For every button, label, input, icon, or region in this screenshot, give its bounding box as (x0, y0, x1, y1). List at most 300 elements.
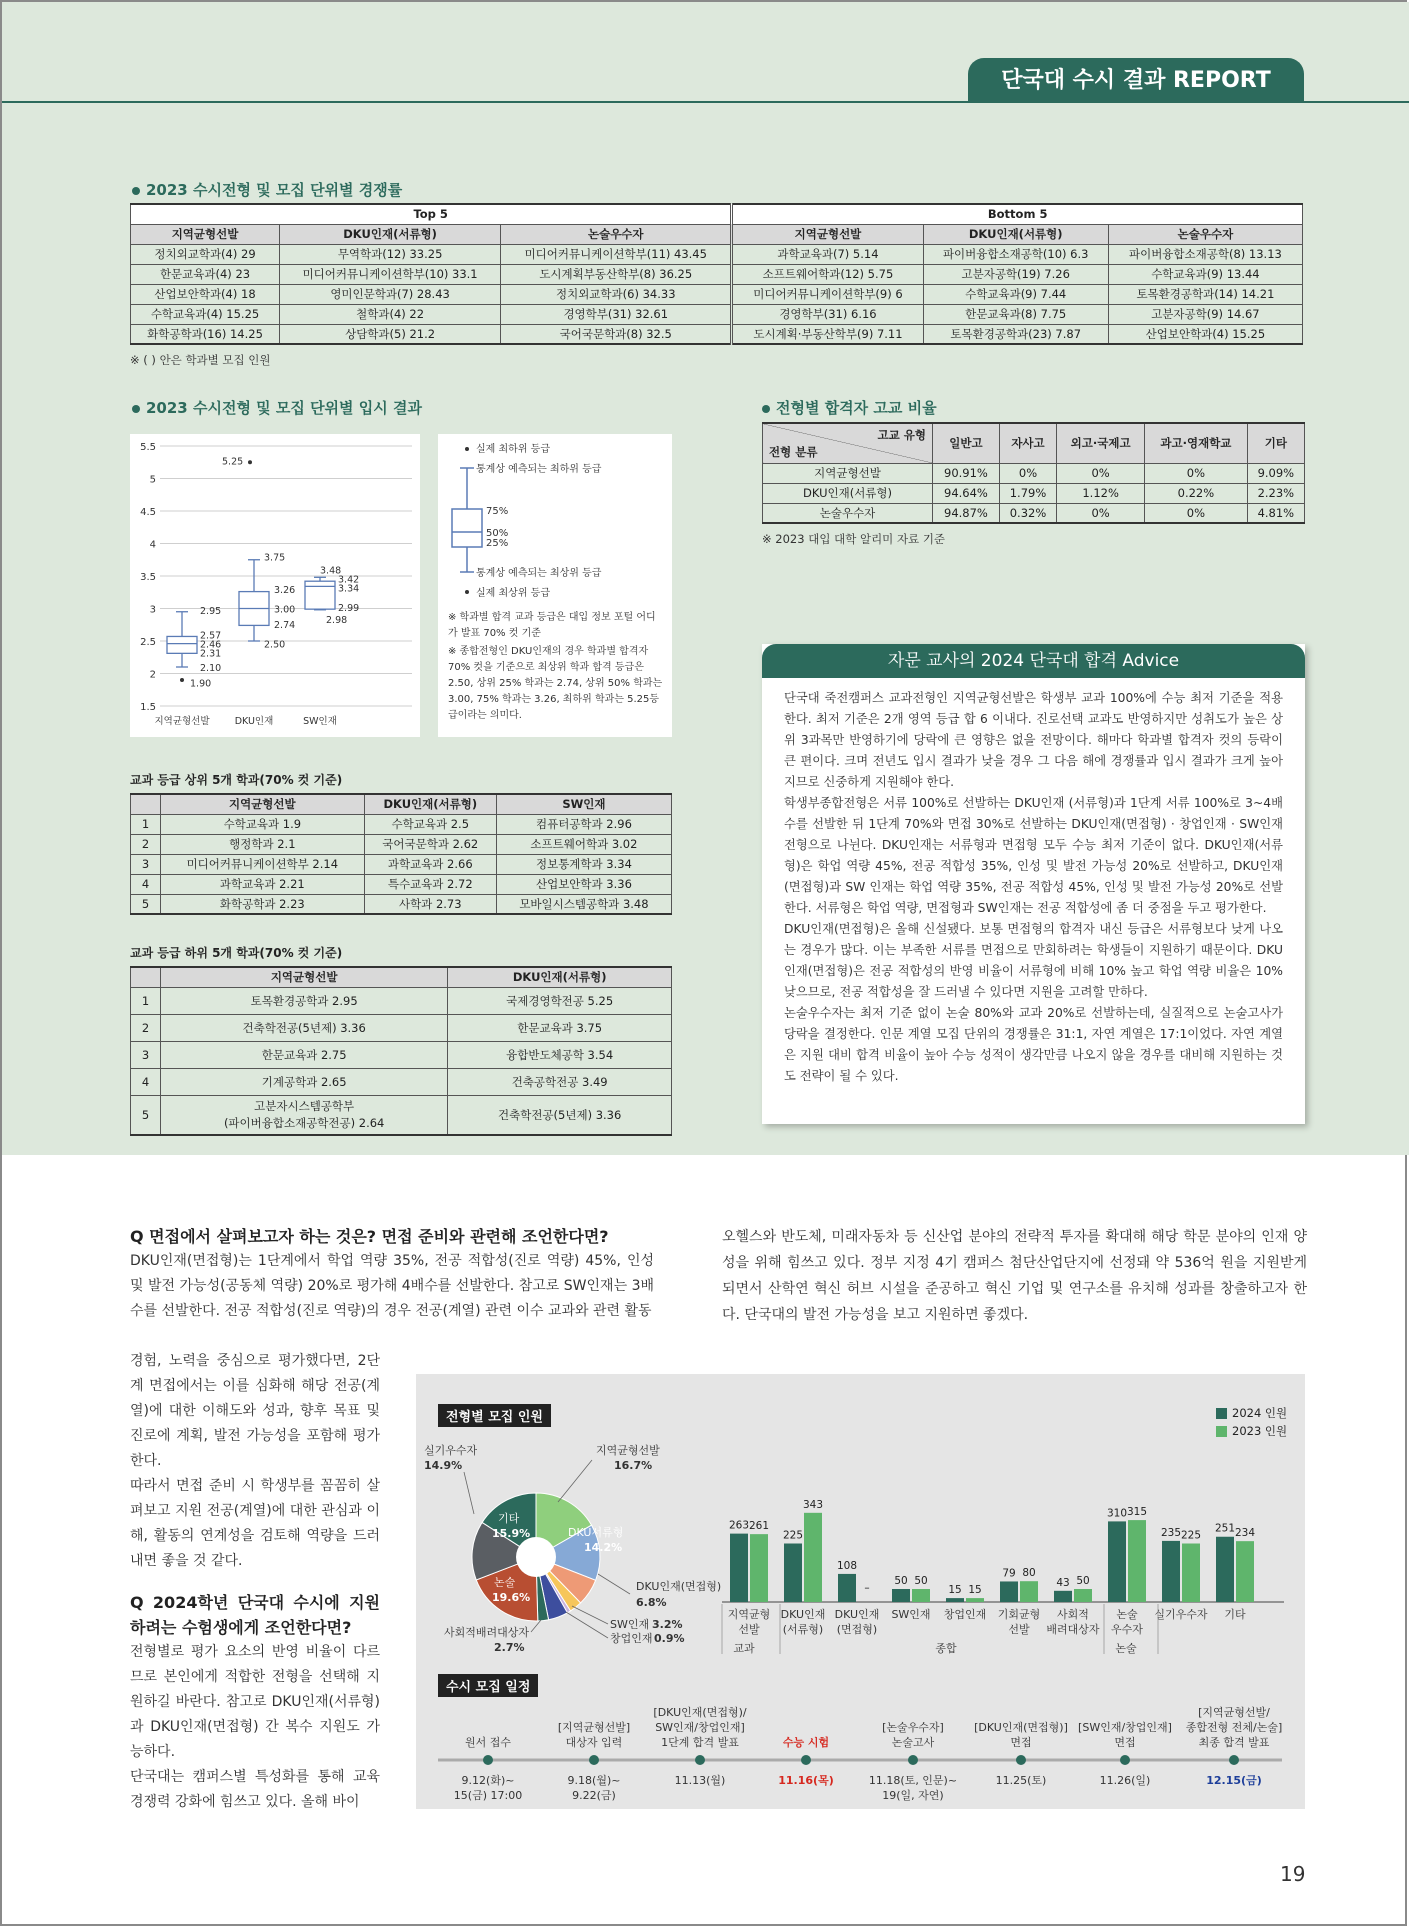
box (305, 581, 335, 609)
table-cell: 건축공학전공 3.49 (448, 1068, 672, 1095)
schedule-label: 원서 접수 (464, 1736, 512, 1749)
corner-bottom: 전형 분류 (769, 444, 818, 459)
y-tick-label: 1.5 (140, 702, 156, 713)
leader-line (558, 1460, 592, 1502)
table-cell: 수학교육과(9) 13.44 (1108, 264, 1302, 284)
table-cell: 국제경영학전공 5.25 (448, 987, 672, 1014)
column-header: 논술우수자 (1108, 224, 1302, 244)
bar-value-label: 79 (1002, 1567, 1016, 1580)
table-cell: 건축학전공(5년제) 3.36 (448, 1095, 672, 1135)
schedule-label: 최종 합격 발표 (1198, 1736, 1270, 1749)
question-2: Q 2024학년 단국대 수시에 지원하려는 수험생에게 조언한다면? (130, 1593, 380, 1637)
advice-paragraph-3: DKU인재(면접형)은 올해 신설됐다. 보통 면접형의 합격자 내신 등급은 서류형보다 낮게 나오는 경우가 많다. 이는 부족한 서류를 면접으로 만회하려는 학생들이 지원하기 때문이다. DKU인재(면접형)은 전공 적합성의 반영 비율이 서류형에 비해 10% 높고 학업 역량 비율은 10% 낮으므로, 전공 적합성을 잘 드러낼 수 있다면 지원을 고려할 만하다. (784, 922, 1283, 999)
question-1: Q 면접에서 살펴보고자 하는 것은? 면접 준비와 관련해 조언한다면? (130, 1227, 609, 1246)
bar-2024 (1162, 1541, 1180, 1602)
table-cell: 컴퓨터공학과 2.96 (496, 814, 671, 834)
table-row (131, 894, 672, 914)
report-title: 단국대 수시 결과 REPORT (968, 58, 1304, 103)
legend-note1: ※ 학과별 합격 교과 등급은 대입 정보 포털 어디가 발표 70% 컷 기준 (448, 612, 656, 639)
recruit-chart-area (416, 1374, 1305, 1809)
schedule-date: 12.15(금) (1206, 1774, 1262, 1787)
table-row (131, 264, 1303, 284)
advice-paragraph-4: 논술우수자는 최저 기준 없이 논술 80%와 교과 20%로 선발하는데, 실질적으로 논술고사가 당락을 결정한다. 인문 계열 모집 단위의 경쟁률은 31:1, 자연 계열은 17:1이었다. 자연 계열은 지원 대비 합격 비율이 높아 수능 성적이 생각만큼 나오지 않을 경우를 대비해 지원하는 것도 전략이 될 수 있다. (784, 1006, 1283, 1083)
table-cell: 화학공학과(16) 14.25 (131, 324, 280, 344)
table-header-row (131, 967, 672, 987)
timeline-dot (695, 1755, 705, 1765)
table-row (131, 814, 672, 834)
x-tick-label: 지역균형선발 (154, 716, 210, 727)
bar-2023 (1236, 1541, 1254, 1602)
results-title-text: 2023 수시전형 및 모집 단위별 입시 결과 (146, 399, 422, 417)
legend-top-actual: 실제 최하위 등급 (476, 444, 550, 455)
table-cell (161, 1095, 448, 1135)
schedule-label: 면접 (1114, 1736, 1136, 1749)
bar-2024 (1000, 1581, 1018, 1602)
box-value-label: 3.26 (274, 585, 296, 596)
table-cell: 상담학과(5) 21.2 (280, 324, 501, 344)
table-cell: 과학교육과 2.66 (364, 854, 496, 874)
table-cell: 정치외교학과(4) 29 (131, 244, 280, 264)
bar-category-label: DKU인재 (834, 1608, 880, 1621)
leader-line (572, 1606, 608, 1624)
pie-label: 6.8% (636, 1596, 667, 1609)
legend-p75: 75% (486, 506, 509, 517)
table-cell: 소프트웨어학과(12) 5.75 (732, 264, 923, 284)
outlier-point (248, 460, 252, 464)
top5-table (130, 793, 672, 915)
table-cell: 미디어커뮤니케이션학부(10) 33.1 (280, 264, 501, 284)
legend-bot-actual: 실제 최상위 등급 (476, 588, 550, 599)
bar-value-label: 310 (1106, 1507, 1128, 1520)
timeline-dot (801, 1755, 811, 1765)
table-row (763, 463, 1305, 483)
column-header: 과고·영재학교 (1145, 423, 1248, 463)
bar-category-label: 우수자 (1111, 1623, 1143, 1636)
table-cell: 한문교육과(8) 7.75 (923, 304, 1108, 324)
table-cell: 논술우수자 (763, 503, 933, 523)
box-value-label: 2.31 (200, 648, 222, 660)
y-tick-label: 5.5 (140, 442, 156, 453)
y-tick-label: 4 (149, 539, 156, 551)
bar-2024 (1054, 1591, 1072, 1602)
legend-top-pred: 통계상 예측되는 최하위 등급 (476, 464, 602, 475)
table-cell: 철학과(4) 22 (280, 304, 501, 324)
schedule-label: [지역균형선발] (557, 1721, 631, 1734)
table-row (131, 874, 672, 894)
table-cell: 1.79% (999, 483, 1056, 503)
pie-label: 3.2% (652, 1618, 683, 1631)
bar-value-label: 225 (1180, 1529, 1202, 1542)
pie-label: DKU서류형 (568, 1526, 624, 1539)
table-row (131, 854, 672, 874)
table-cell: 9.09% (1247, 463, 1304, 483)
schedule-label: [SW인재/창업인재] (1078, 1721, 1172, 1734)
page-number: 19 (1280, 1862, 1306, 1886)
table-cell: 4 (131, 874, 161, 894)
y-tick-label: 2 (149, 669, 156, 681)
table-cell: 경영학부(31) 32.61 (501, 304, 732, 324)
legend-2024-label: 2024 인원 (1232, 1406, 1288, 1420)
box-value-label: 1.90 (190, 678, 212, 690)
y-tick-label: 3 (149, 604, 156, 616)
table-cell: 국어국문학과(8) 32.5 (501, 324, 732, 344)
table-cell: 정치외교학과(6) 34.33 (501, 284, 732, 304)
bar-2023 (966, 1598, 984, 1602)
box-value-label: 2.10 (200, 663, 222, 674)
bar-2024 (784, 1544, 802, 1603)
schedule-label: SW인재/창업인재] (655, 1721, 745, 1734)
boxplot-panel (130, 434, 420, 737)
rank-header (131, 967, 161, 987)
pie-label: 사회적배려대상자 (444, 1626, 530, 1639)
column-header: DKU인재(서류형) (280, 224, 501, 244)
competition-table (130, 203, 1303, 345)
table-cell: 산업보안학과 3.36 (496, 874, 671, 894)
box-value-label: 2.95 (200, 605, 222, 617)
table-cell: 1 (131, 814, 161, 834)
bar-value-label: 261 (748, 1520, 770, 1533)
schedule-label: [논술우수자] (882, 1721, 944, 1734)
column-header: 일반고 (933, 423, 1000, 463)
advice-paragraph-1: 단국대 죽전캠퍼스 교과전형인 지역균형선발은 학생부 교과 100%에 수능 최저 기준을 적용한다. 최저 기준은 2개 영역 등급 합 6 이내다. 진로선택 교과도 반영하지만 성취도가 높은 상위 3과목만 반영하기에 당락에 큰 영향은 없을 전망이다. 해마다 학과별 합격자 컷의 등락이 큰 편이다. 크며 전년도 입시 결과가 낮을 경우 그 다음 해에 경쟁률과 입시 결과가 크게 높아지므로 신중하게 지원해야 한다. (784, 691, 1283, 789)
advice-title: 자문 교사의 2024 단국대 합격 Advice (762, 644, 1305, 678)
table-cell: 무역학과(12) 33.25 (280, 244, 501, 264)
schedule-date: 9.12(화)~ (461, 1774, 515, 1787)
bottom5-header: Bottom 5 (732, 204, 1303, 224)
pie-hole (516, 1537, 556, 1577)
bar-category-label: 기타 (1224, 1608, 1246, 1621)
table-row (763, 503, 1305, 523)
bar-value-label: 234 (1234, 1527, 1256, 1540)
timeline-dot (483, 1755, 493, 1765)
table-cell: 융합반도체공학 3.54 (448, 1041, 672, 1068)
table-row (131, 987, 672, 1014)
bar-value-label: 263 (728, 1519, 750, 1532)
table-cell: 한문교육과 2.75 (161, 1041, 448, 1068)
bar-category-label: 지역균형 (727, 1608, 771, 1621)
schedule-label: 논술고사 (891, 1736, 935, 1749)
pie-label: 14.9% (424, 1459, 463, 1472)
table-cell: 산업보안학과(4) 18 (131, 284, 280, 304)
group-label: 논술 (1115, 1642, 1137, 1655)
pie-label: 논술 (494, 1576, 516, 1589)
table-cell: 미디어커뮤니케이션학부 2.14 (161, 854, 365, 874)
schedule-date: 19(일, 자연) (882, 1789, 944, 1802)
box-value-label: 2.50 (264, 639, 286, 651)
pie-label: 실기우수자 (424, 1444, 478, 1457)
table-cell: 고분자공학(19) 7.26 (923, 264, 1108, 284)
advice-box (762, 644, 1305, 1124)
bar-2024 (892, 1589, 910, 1602)
top5-header: Top 5 (131, 204, 732, 224)
table-cell: 94.87% (933, 503, 1000, 523)
column-header: 지역균형선발 (161, 967, 448, 987)
school-ratio-table (762, 422, 1305, 524)
table-cell: 수학교육과(4) 15.25 (131, 304, 280, 324)
timeline-dot (1016, 1755, 1026, 1765)
bullet-icon (132, 187, 140, 195)
bar-category-label: 선발 (738, 1623, 760, 1636)
legend-bot-pred: 통계상 예측되는 최상위 등급 (476, 568, 602, 579)
legend-p50: 50% (486, 528, 509, 539)
answer-1-narrow: 경험, 노력을 중심으로 평가했다면, 2단계 면접에서는 이를 심화해 해당 전공(계열)에 대한 이해도와 성과, 향후 목표 및 진로에 계획, 발전 가능성을 포함해 평가한다. (130, 1353, 380, 1469)
table-cell: 정보통계학과 3.34 (496, 854, 671, 874)
recruit-charts (416, 1374, 1305, 1655)
table-cell: 사학과 2.73 (364, 894, 496, 914)
box-value-label: 2.57 (200, 630, 222, 642)
rank-header (131, 794, 161, 814)
bar-2023 (912, 1589, 930, 1602)
column-header: 지역균형선발 (131, 224, 280, 244)
school-ratio-note: ※ 2023 대입 대학 알리미 자료 기준 (762, 532, 946, 546)
table-cell: 3 (131, 854, 161, 874)
pie-label: 창업인재 (610, 1632, 653, 1645)
column-header: 기타 (1247, 423, 1304, 463)
bar-value-label: 343 (802, 1498, 824, 1511)
bar-category-label: SW인재 (891, 1608, 931, 1621)
school-ratio-title (762, 397, 937, 418)
timeline-dot (589, 1755, 599, 1765)
competition-title (132, 179, 402, 200)
schedule-date: 11.18(토, 인문)~ (868, 1774, 958, 1787)
bar-value-label: 50 (1076, 1575, 1090, 1587)
table-cell: 고분자공학(9) 14.67 (1108, 304, 1302, 324)
outlier-point (180, 678, 184, 682)
bar-value-label: 50 (894, 1575, 908, 1587)
table-cell: 도시계획·부동산학부(9) 7.11 (732, 324, 923, 344)
legend-p25: 25% (486, 538, 509, 549)
pie-label: 기타 (498, 1512, 520, 1525)
bar-value-label: 43 (1056, 1576, 1070, 1589)
column-header: DKU인재(서류형) (448, 967, 672, 987)
bar-2024 (730, 1534, 748, 1602)
timeline-dot (1120, 1755, 1130, 1765)
column-header: 지역균형선발 (161, 794, 365, 814)
top5-title: 교과 등급 상위 5개 학과(70% 컷 기준) (130, 773, 343, 787)
right-column-text: 오헬스와 반도체, 미래자동차 등 신산업 분야의 전략적 투자를 확대해 해당 학문 분야의 인재 양성을 위해 힘쓰고 있다. 정부 지정 4기 캠퍼스 첨단산업단지에 선정돼 약 536억 원을 지원받게 되면서 산학연 혁신 허브 시설을 준공하고 혁신 기업 및 연구소를 유치해 성과를 창출하고자 한다. 단국대의 발전 가능성을 보고 지원하면 좋겠다. (722, 1229, 1307, 1323)
legend-2023-label: 2023 인원 (1232, 1424, 1288, 1438)
cell-line: 고분자시스템공학부 (254, 1098, 355, 1113)
table-cell: 2.23% (1247, 483, 1304, 503)
bar-category-label: 창업인재 (943, 1608, 987, 1621)
table-cell: 토목환경공학과(23) 7.87 (923, 324, 1108, 344)
table-cell: 국어국문학과 2.62 (364, 834, 496, 854)
bar-value-label: 225 (782, 1529, 804, 1542)
boxplot-legend-panel (438, 434, 672, 737)
bar-category-label: 선발 (1008, 1623, 1030, 1636)
table-row (131, 284, 1303, 304)
box-value-label: 3.75 (264, 552, 286, 564)
table-cell: 0% (1145, 463, 1248, 483)
box (167, 636, 197, 653)
bar-category-label: DKU인재 (780, 1608, 826, 1621)
table-cell: 2 (131, 834, 161, 854)
bar-2023 (1182, 1544, 1200, 1603)
table-cell: 0% (999, 463, 1056, 483)
table-cell: 건축학전공(5년제) 3.36 (161, 1014, 448, 1041)
table-cell: 1 (131, 987, 161, 1014)
interview-intro (130, 1224, 654, 1324)
table-cell: 한문교육과(4) 23 (131, 264, 280, 284)
box-value-label: 3.42 (338, 574, 360, 586)
box-value-label: 3.00 (274, 604, 296, 616)
bar-2023 (1128, 1520, 1146, 1602)
table-cell: 토목환경공학과 2.95 (161, 987, 448, 1014)
table-cell: 4.81% (1247, 503, 1304, 523)
y-tick-label: 5 (149, 474, 156, 486)
competition-note: ※ ( ) 안은 학과별 모집 인원 (130, 353, 271, 367)
timeline-dot (1229, 1755, 1239, 1765)
bar-value-label: 251 (1214, 1522, 1236, 1535)
schedule-label: [DKU인재(면접형)/ (653, 1706, 747, 1719)
bar-2024 (946, 1598, 964, 1602)
column-header: DKU인재(서류형) (923, 224, 1108, 244)
table-cell: 미디어커뮤니케이션학부(9) 6 (732, 284, 923, 304)
table-cell: 미디어커뮤니케이션학부(11) 43.45 (501, 244, 732, 264)
y-tick-label: 4.5 (140, 507, 156, 518)
box-value-label: 3.34 (338, 583, 360, 595)
column-header: 지역균형선발 (732, 224, 923, 244)
pie-label: 2.7% (494, 1641, 525, 1654)
table-cell: 수학교육과(9) 7.44 (923, 284, 1108, 304)
bar-category-label: (서류형) (782, 1623, 824, 1636)
x-tick-label: DKU인재 (234, 716, 274, 727)
table-cell: 1.12% (1057, 483, 1145, 503)
bar-value-label: 50 (914, 1575, 928, 1587)
table-cell: 한문교육과 3.75 (448, 1014, 672, 1041)
bar-value-label: 15 (968, 1584, 982, 1597)
table-row (131, 324, 1303, 344)
box-value-label: 2.99 (338, 603, 360, 615)
schedule-label: [DKU인재(면접형)] (974, 1721, 1068, 1734)
table-cell: 산업보안학과(4) 15.25 (1108, 324, 1302, 344)
column-header: 자사고 (999, 423, 1056, 463)
table-cell: 2 (131, 1014, 161, 1041)
corner-top: 고교 유형 (877, 428, 926, 442)
table-row (131, 1014, 672, 1041)
interview-narrow-col (130, 1349, 380, 1815)
table-cell: DKU인재(서류형) (763, 483, 933, 503)
schedule-label: 종합전형 전체/논술] (1185, 1721, 1283, 1734)
answer-1-full: DKU인재(면접형)는 1단계에서 학업 역량 35%, 전공 적합성(진로 역량) 45%, 인성 및 발전 가능성(공동체 역량) 20%로 평가해 4배수를 선발한다. 참고로 SW인재는 3배수를 선발한다. 전공 적합성(진로 역량)의 경우 전공(계열) 관련 이수 교과와 관련 활동 (130, 1253, 654, 1319)
table-cell: 수학교육과 2.5 (364, 814, 496, 834)
table-cell: 특수교육과 2.72 (364, 874, 496, 894)
group-label: 종합 (935, 1642, 957, 1655)
table-cell: 과학교육과 2.21 (161, 874, 365, 894)
table-cell: 행정학과 2.1 (161, 834, 365, 854)
bullet-icon (132, 405, 140, 413)
bullet-icon (762, 405, 770, 413)
table-cell: 기계공학과 2.65 (161, 1068, 448, 1095)
table-row (131, 834, 672, 854)
bar-category-label: 실기우수자 (1154, 1608, 1208, 1621)
box-value-label: 2.46 (200, 639, 222, 651)
schedule-label: 대상자 입력 (565, 1736, 623, 1749)
bar-value-label: 315 (1126, 1506, 1148, 1519)
pie-label: 16.7% (614, 1459, 653, 1472)
box-value-label: 3.48 (320, 565, 342, 577)
table-header-row (131, 794, 672, 814)
table-cell: 지역균형선발 (763, 463, 933, 483)
table-cell: 과학교육과(7) 5.14 (732, 244, 923, 264)
bar-value-label: 80 (1022, 1567, 1036, 1580)
recruit-title: 전형별 모집 인원 (438, 1404, 551, 1427)
table-cell: 수학교육과 1.9 (161, 814, 365, 834)
table-cell: 파이버융합소재공학(10) 6.3 (923, 244, 1108, 264)
table-cell: 파이버융합소재공학(8) 13.13 (1108, 244, 1302, 264)
bar-2023 (804, 1513, 822, 1602)
box-value-label: 2.98 (326, 614, 348, 626)
column-header: DKU인재(서류형) (364, 794, 496, 814)
schedule-date: 9.18(월)~ (567, 1774, 621, 1787)
cell-line: (파이버융합소재공학전공) 2.64 (223, 1115, 385, 1130)
pie-label: 19.6% (492, 1591, 531, 1604)
column-header: SW인재 (496, 794, 671, 814)
schedule-date: 11.13(월) (674, 1774, 726, 1787)
schedule-date: 15(금) 17:00 (453, 1789, 523, 1802)
table-cell: 경영학부(31) 6.16 (732, 304, 923, 324)
schedule-timeline (416, 1689, 1305, 1809)
group-label: 교과 (733, 1642, 755, 1655)
table-cell: 94.64% (933, 483, 1000, 503)
answer-2-part2: 단국대는 캠퍼스별 특성화를 통해 교육 경쟁력 강화에 힘쓰고 있다. 올해 바이 (130, 1769, 380, 1810)
schedule-title: 수시 모집 일정 (438, 1674, 538, 1697)
bar-category-label: 논술 (1116, 1608, 1138, 1621)
leader-line (598, 1574, 630, 1594)
timeline-dot (908, 1755, 918, 1765)
schedule-date: 11.26(일) (1099, 1774, 1151, 1787)
advice-paragraph-2: 학생부종합전형은 서류 100%로 선발하는 DKU인재 (서류형)과 1단계 서류 100%로 3~4배수를 선발한 뒤 1단계 70%와 면접 30%로 선발하는 DKU인재(면접형) · 창업인재 · SW인재전형으로 나뉜다. DKU인재는 서류형과 면접형 모두 수능 최저 기준이 없다. DKU인재(서류형)은 학업 역량 45%, 전공 적합성 35%, 인성 및 발전 가능성 20%로 선발하고, DKU인재(면접형)과 SW 인재는 학업 역량 35%, 전공 적합성 45%, 인성 및 발전 가능성 20%로 선발한다. 서류형은 학업 역량, 면접형과 SW인재는 전공 적합성에 좀 더 중점을 두고 평가한다. (784, 796, 1283, 915)
bar-2024 (1216, 1537, 1234, 1602)
table-header-row (131, 224, 1303, 244)
results-title (132, 397, 422, 418)
schedule-label: 수능 시험 (782, 1736, 830, 1749)
table-row (131, 1041, 672, 1068)
pie-label: 14.2% (584, 1541, 623, 1554)
bar-2024 (1108, 1521, 1126, 1602)
table-row (131, 1068, 672, 1095)
bottom5-table (130, 966, 672, 1136)
table-cell: 5 (131, 894, 161, 914)
y-tick-label: 3.5 (140, 572, 156, 583)
table-row (763, 483, 1305, 503)
leader-line (531, 1620, 541, 1632)
table-cell: 0.32% (999, 503, 1056, 523)
bar-category-label: 사회적 (1057, 1608, 1089, 1621)
pie-label: SW인재 (610, 1618, 650, 1631)
bar-category-label: 기회균형 (997, 1608, 1041, 1621)
table-cell: 도시계획부동산학부(8) 36.25 (501, 264, 732, 284)
schedule-label: [지역균형선발/ (1198, 1706, 1270, 1719)
table-cell: 소프트웨어학과 3.02 (496, 834, 671, 854)
leader-line (566, 1612, 608, 1638)
table-cell: 5 (131, 1095, 161, 1135)
table-cell: 토목환경공학과(14) 14.21 (1108, 284, 1302, 304)
pie-label: 0.9% (654, 1632, 685, 1645)
bottom5-title: 교과 등급 하위 5개 학과(70% 컷 기준) (130, 946, 343, 960)
table-row (131, 244, 1303, 264)
y-tick-label: 2.5 (140, 637, 156, 648)
bar-value-label: – (864, 1582, 870, 1594)
ratio-corner-cell (763, 423, 933, 463)
bar-value-label: 108 (836, 1559, 858, 1572)
bar-value-label: 235 (1160, 1526, 1182, 1539)
schedule-date: 11.25(토) (995, 1774, 1047, 1787)
table-cell: 90.91% (933, 463, 1000, 483)
box-value-label: 5.25 (222, 456, 244, 468)
bar-2024 (838, 1574, 856, 1602)
boxplot-chart (130, 434, 420, 737)
